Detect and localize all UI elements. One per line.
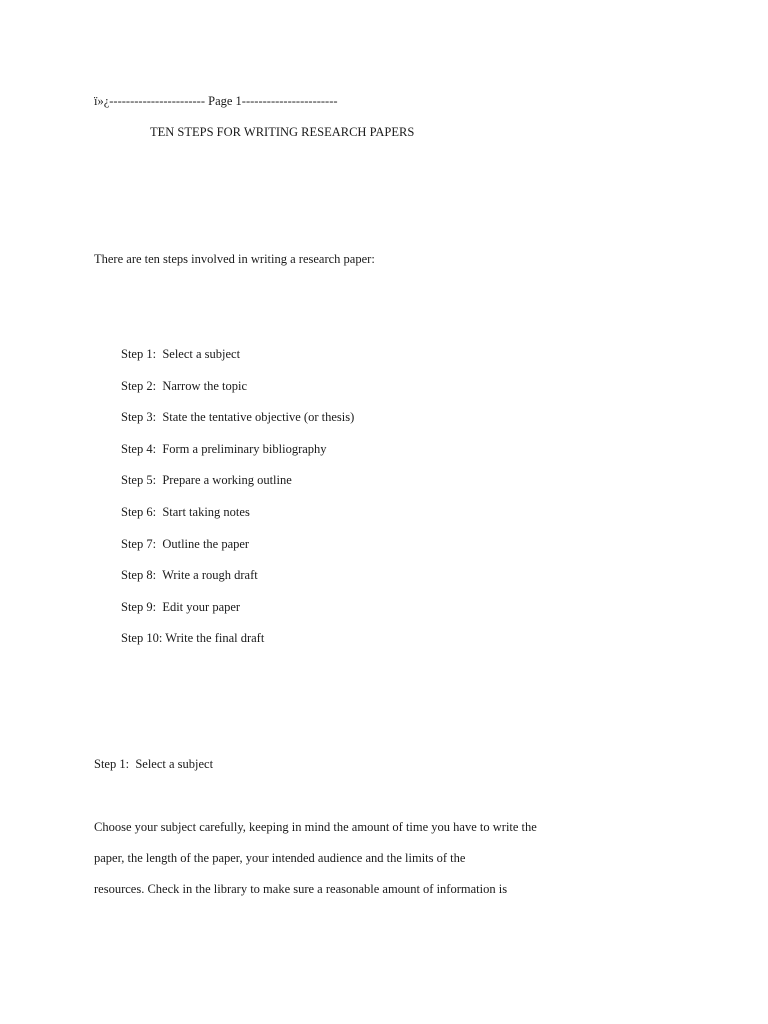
list-item: Step 2: Narrow the topic [121,378,248,393]
list-item: Step 6: Start taking notes [121,504,250,519]
list-item: Step 1: Select a subject [121,347,241,361]
list-item: Step 4: Form a preliminary bibliography [121,441,327,456]
list-item: Step 3: State the tentative objective (or thesis) [121,410,355,425]
document-title: TEN STEPS FOR WRITING RESEARCH PAPERS [150,125,415,139]
paragraph-line: paper, the length of the paper, your intended audience and the limits of the [94,851,466,865]
intro-sentence: There are ten steps involved in writing a research paper: [94,252,375,266]
paragraph-line: Choose your subject carefully, keeping in mind the amount of time you have to write the [94,820,537,834]
page-header-line: ï»¿----------------------- Page 1----------------------- [94,94,338,108]
list-item: Step 10: Write the final draft [121,631,265,646]
list-item: Step 7: Outline the paper [121,536,250,551]
body-paragraph [94,819,694,912]
list-item: Step 5: Prepare a working outline [121,473,292,488]
list-item: Step 9: Edit your paper [121,599,241,614]
section-heading: Step 1: Select a subject [94,757,214,771]
steps-list [121,346,354,662]
paragraph-line: resources. Check in the library to make sure a reasonable amount of information is [94,882,508,896]
list-item: Step 8: Write a rough draft [121,568,258,583]
